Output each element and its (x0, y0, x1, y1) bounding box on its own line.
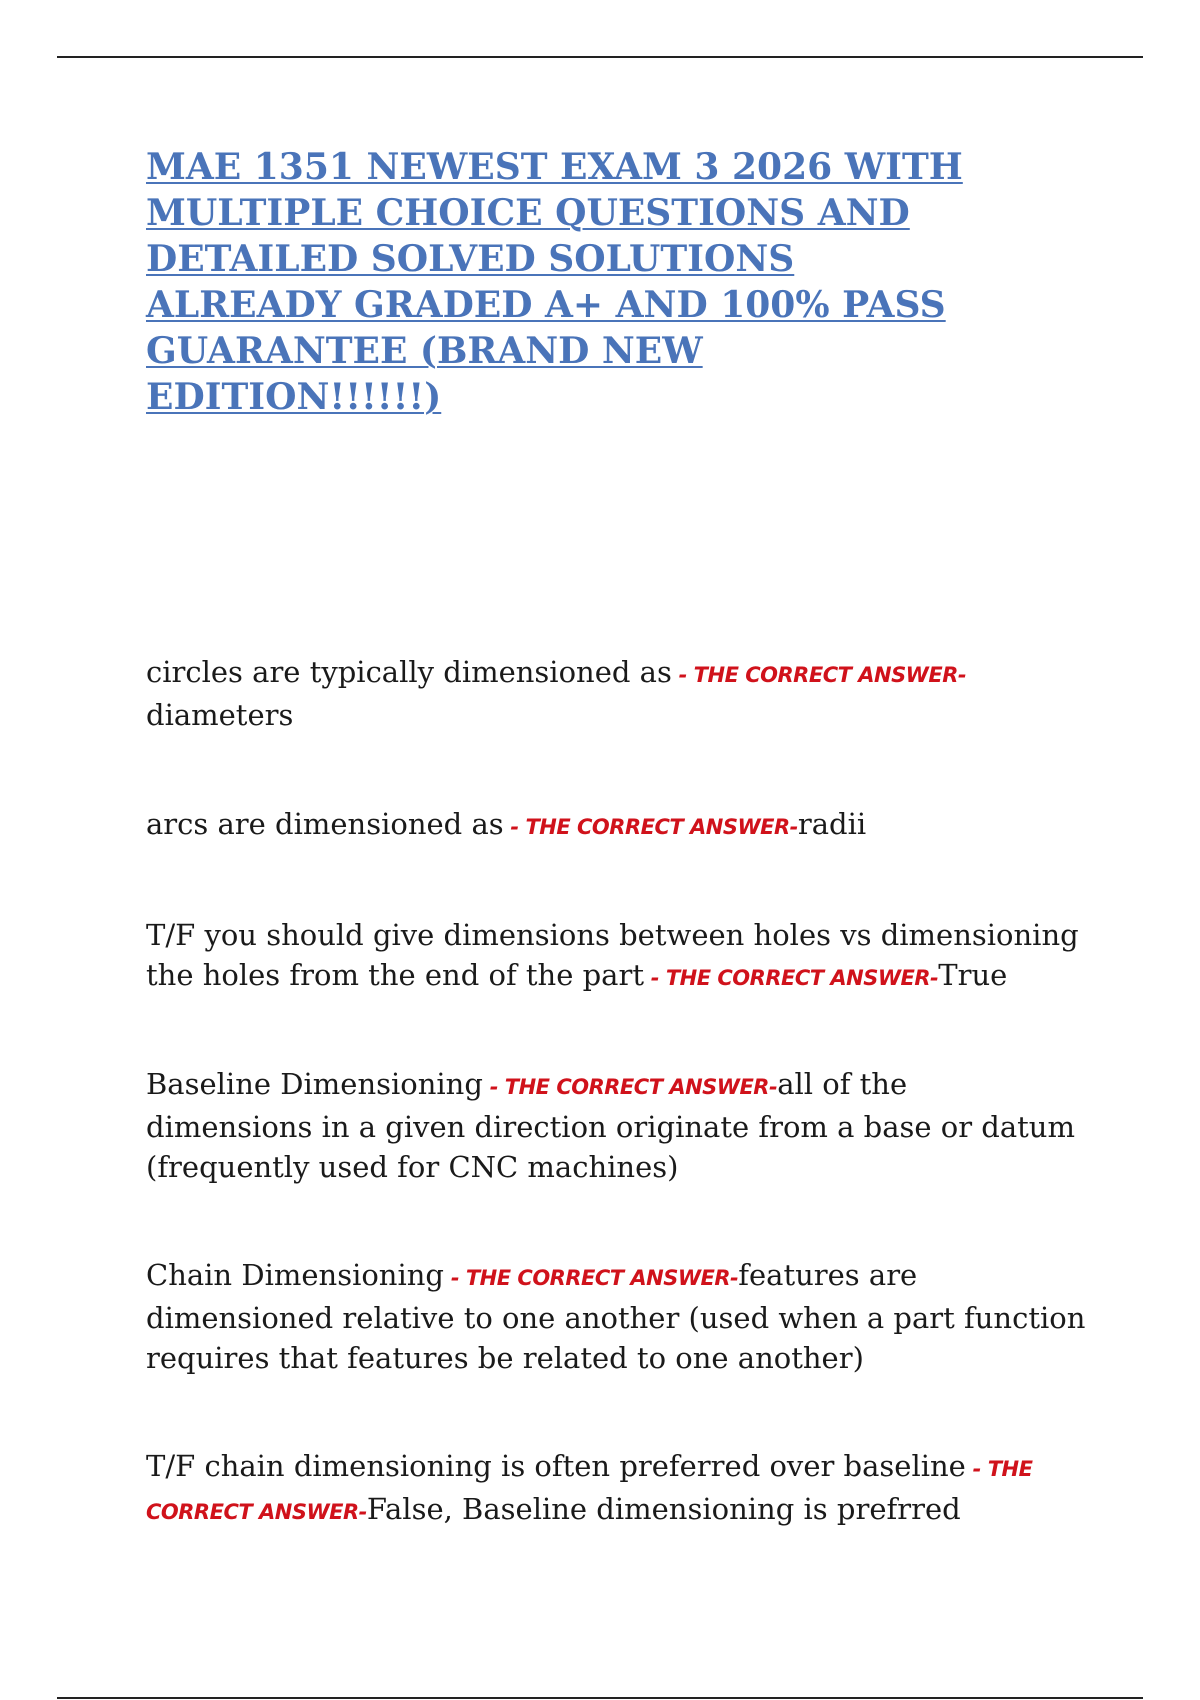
qa-line (146, 1489, 1076, 1532)
answer-text: radii (797, 807, 867, 841)
qa-item-circles (146, 652, 1076, 735)
answer-text: dimensioned relative to one another (used when a part function (146, 1301, 1086, 1335)
answer-text: (frequently used for CNC machines) (146, 1150, 679, 1184)
qa-item-baseline-dimensioning (146, 1064, 1076, 1187)
qa-item-holes (146, 915, 1079, 998)
question-text: T/F chain dimensioning is often preferred over baseline (146, 1449, 966, 1483)
correct-answer-marker: - THE CORRECT ANSWER- (444, 1266, 739, 1290)
title-line: ALREADY GRADED A+ AND 100% PASS (146, 284, 946, 326)
title-line: EDITION!!!!!!) (146, 376, 442, 418)
qa-line (146, 1064, 1076, 1107)
answer-text: all of the (777, 1067, 908, 1101)
title-line: GUARANTEE (BRAND NEW (146, 330, 703, 372)
question-text: the holes from the end of the part (146, 958, 644, 992)
title-line: DETAILED SOLVED SOLUTIONS (146, 238, 795, 280)
correct-answer-marker: - THE CORRECT ANSWER- (643, 966, 939, 990)
title-line: MAE 1351 NEWEST EXAM 3 2026 WITH (146, 146, 963, 188)
correct-answer-marker: CORRECT ANSWER- (146, 1500, 367, 1524)
qa-line (146, 804, 1076, 847)
qa-line (146, 955, 1076, 998)
answer-text: True (938, 958, 1008, 992)
correct-answer-marker: - THE CORRECT ANSWER- (503, 815, 798, 839)
bottom-rule (57, 1697, 1143, 1699)
top-rule (57, 56, 1143, 58)
answer-text: False, Baseline dimensioning is prefrred (366, 1492, 961, 1526)
qa-line (146, 1255, 1076, 1298)
question-text: Baseline Dimensioning (146, 1067, 483, 1101)
qa-line (146, 652, 1076, 695)
answer-text: features are (738, 1258, 918, 1292)
question-text: arcs are dimensioned as (146, 807, 504, 841)
question-text: T/F you should give dimensions between holes vs dimensioning (146, 918, 1079, 952)
document-title[interactable] (146, 144, 1046, 420)
answer-text: requires that features be related to one another) (146, 1341, 864, 1375)
answer-text: diameters (146, 698, 294, 732)
question-text: Chain Dimensioning (146, 1258, 445, 1292)
title-line: MULTIPLE CHOICE QUESTIONS AND (146, 192, 910, 234)
question-text: circles are typically dimensioned as (146, 655, 672, 689)
answer-text: dimensions in a given direction originate from a base or datum (146, 1110, 1075, 1144)
qa-line (146, 1446, 1076, 1489)
qa-item-chain-dimensioning (146, 1255, 1086, 1378)
qa-item-chain-vs-baseline (146, 1446, 1076, 1532)
correct-answer-marker: - THE CORRECT ANSWER- (671, 663, 967, 687)
correct-answer-marker: - THE CORRECT ANSWER- (482, 1075, 778, 1099)
correct-answer-marker: - THE (965, 1457, 1033, 1481)
qa-item-arcs (146, 804, 1076, 847)
